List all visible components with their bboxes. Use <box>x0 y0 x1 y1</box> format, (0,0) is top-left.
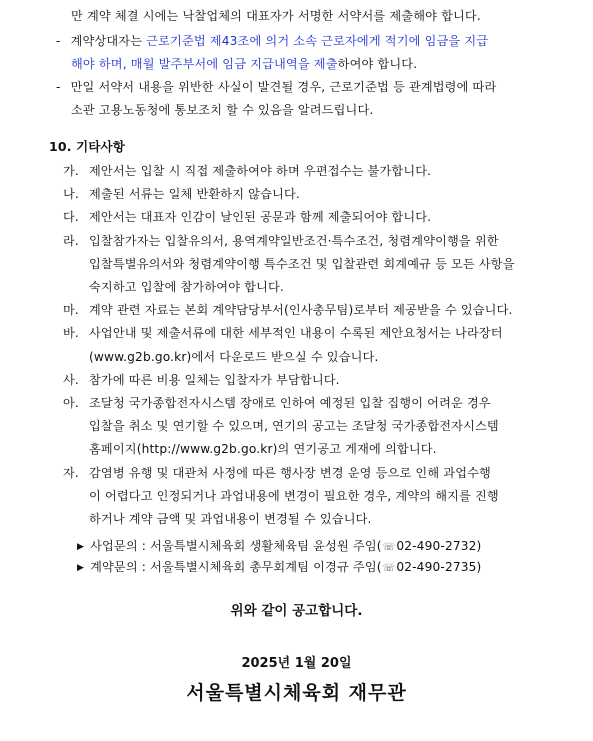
issuing-organization: 서울특별시체육회 재무관 <box>186 682 407 704</box>
telephone-icon: ☏ <box>382 563 396 574</box>
highlight-text: 해야 하며, 매월 발주부서에 임금 지급내역을 제출 <box>71 57 338 71</box>
telephone-icon: ☏ <box>382 542 396 553</box>
item-text: 입찰참가자는 입찰유의서, 용역계약일반조건·특수조건, 청렴계약이행을 위한 <box>89 234 499 248</box>
dash-marker: - <box>56 34 61 48</box>
text-line: 만 계약 체결 시에는 낙찰업체의 대표자가 서명한 서약서를 제출해야 합니다. <box>71 9 481 23</box>
triangle-right-icon: ▶ <box>77 563 85 573</box>
text-span: 계약상대자는 <box>70 34 147 48</box>
item-text: 사업안내 및 제출서류에 대한 세부적인 내용이 수록된 제안요청서는 나라장터 <box>89 326 503 340</box>
item-marker: 라. <box>63 234 79 248</box>
contact-line <box>77 557 481 579</box>
item-marker: 아. <box>63 396 79 410</box>
text-line: 소관 고용노동청에 통보조치 할 수 있음을 알려드립니다. <box>71 103 374 117</box>
bullet-line <box>56 77 496 97</box>
item-marker: 다. <box>63 210 79 224</box>
contact-phone: 02-490-2732) <box>396 539 482 553</box>
item-text: 참가에 따른 비용 일체는 입찰자가 부담합니다. <box>89 373 340 387</box>
contact-label: 계약문의 : 서울특별시체육회 총무회계팀 이경규 주임( <box>90 560 382 574</box>
item-text-continued: 입찰을 취소 및 연기할 수 있으며, 연기의 공고는 조달청 국가종합전자시스템 <box>89 419 499 433</box>
section-title: 10. 기타사항 <box>49 139 125 154</box>
notice-date: 2025년 1월 20일 <box>241 656 352 671</box>
triangle-right-icon: ▶ <box>77 542 85 552</box>
item-marker: 바. <box>63 326 79 340</box>
item-marker: 가. <box>63 164 79 178</box>
item-marker: 사. <box>63 373 79 387</box>
item-text: 제안서는 입찰 시 직접 제출하여야 하며 우편접수는 불가합니다. <box>89 164 432 178</box>
contact-line <box>77 536 481 558</box>
item-marker: 마. <box>63 303 79 317</box>
item-text-continued: 숙지하고 입찰에 참가하여야 합니다. <box>89 280 284 294</box>
contact-label: 사업문의 : 서울특별시체육회 생활체육팀 윤성원 주임( <box>90 539 382 553</box>
highlight-text: 근로기준법 제43조에 의거 소속 근로자에게 적기에 임금을 지급 <box>146 34 489 48</box>
notice-statement: 위와 같이 공고합니다. <box>230 603 363 619</box>
item-text-continued: 이 어렵다고 인정되거나 과업내용에 변경이 필요한 경우, 계약의 해지를 진행 <box>89 489 499 503</box>
item-text: 제출된 서류는 일체 반환하지 않습니다. <box>89 187 300 201</box>
dash-marker: - <box>56 80 61 94</box>
bullet-line-continued <box>71 54 417 74</box>
item-text-continued: 입찰특별유의서와 청렴계약이행 특수조건 및 입찰관련 회계예규 등 모든 사항을 <box>89 257 515 271</box>
item-text: 제안서는 대표자 인감이 날인된 공문과 함께 제출되어야 합니다. <box>89 210 432 224</box>
item-text-continued: (www.g2b.go.kr)에서 다운로드 받으실 수 있습니다. <box>89 350 379 364</box>
text-span: 만일 서약서 내용을 위반한 사실이 발견될 경우, 근로기준법 등 관계법령에 따라 <box>70 80 497 94</box>
bullet-line <box>56 31 488 51</box>
item-text-continued: 홈페이지(http://www.g2b.go.kr)의 연기공고 게재에 의합니다. <box>89 442 437 456</box>
item-marker: 자. <box>63 466 79 480</box>
item-text-continued: 하거나 계약 금액 및 과업내용이 변경될 수 있습니다. <box>89 512 372 526</box>
contact-phone: 02-490-2735) <box>396 560 482 574</box>
item-text: 계약 관련 자료는 본회 계약담당부서(인사총무팀)로부터 제공받을 수 있습니다. <box>89 303 513 317</box>
text-span: 하여야 합니다. <box>337 57 418 71</box>
item-text: 감염병 유행 및 대관처 사정에 따른 행사장 변경 운영 등으로 인해 과업수행 <box>89 466 491 480</box>
item-text: 조달청 국가종합전자시스템 장애로 인하여 예정된 입찰 집행이 어려운 경우 <box>89 396 491 410</box>
item-marker: 나. <box>63 187 79 201</box>
